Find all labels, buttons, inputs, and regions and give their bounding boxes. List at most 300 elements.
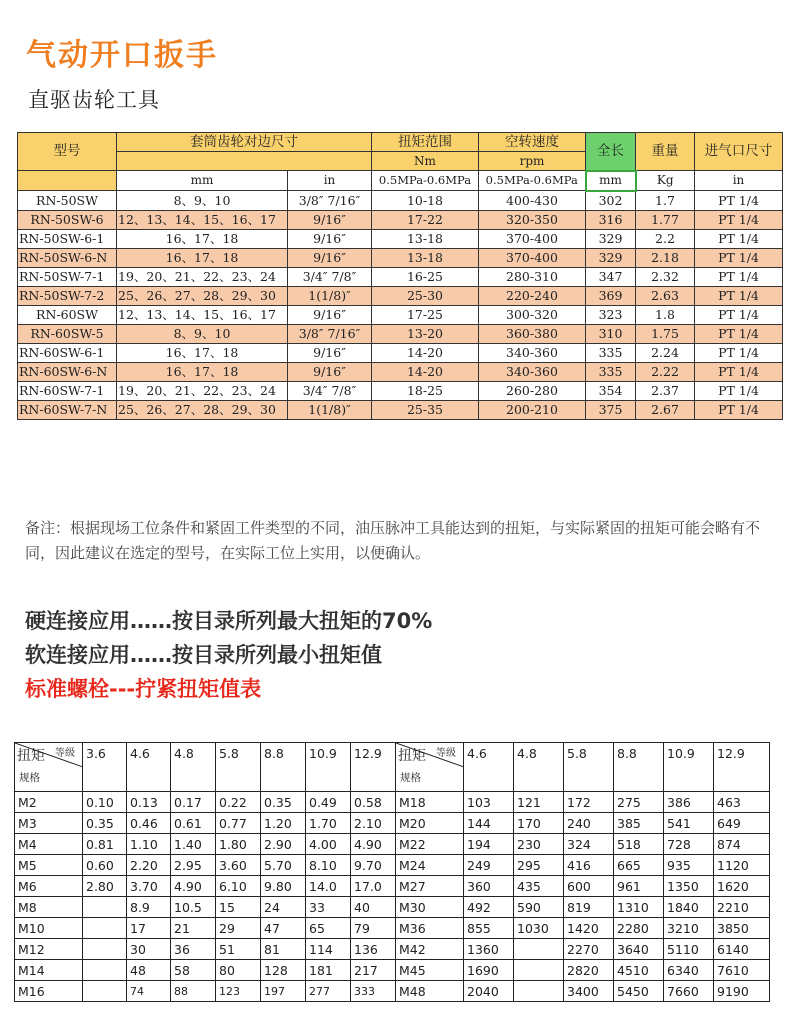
torque-value: 9190 — [714, 981, 770, 1002]
torque-value: 230 — [514, 834, 564, 855]
cell-mm: 19、20、21、22、23、24 — [117, 381, 288, 400]
spec-header-row — [18, 133, 783, 152]
spec-unit-row — [18, 171, 783, 191]
corner-torque: 扭矩 — [398, 748, 426, 764]
torque-value: 2820 — [564, 960, 614, 981]
cell-torque: 13-20 — [372, 324, 479, 343]
cell-mm: 16、17、18 — [117, 248, 288, 267]
cell-torque: 18-25 — [372, 381, 479, 400]
cell-inch: 3/8″ 7/16″ — [288, 191, 372, 211]
torque-value: 36 — [171, 939, 216, 960]
torque-value: 0.13 — [127, 792, 171, 813]
torque-value: 3.70 — [127, 876, 171, 897]
cell-mm: 8、9、10 — [117, 324, 288, 343]
cell-weight: 1.7 — [636, 191, 695, 211]
torque-value: 65 — [306, 918, 351, 939]
cell-mm: 8、9、10 — [117, 191, 288, 211]
torque-value: 0.22 — [216, 792, 261, 813]
grade-header: 8.8 — [614, 743, 664, 792]
cell-speed: 370-400 — [479, 248, 586, 267]
table-row — [18, 324, 783, 343]
table-row — [15, 960, 770, 981]
cell-length: 329 — [586, 248, 636, 267]
torque-value: 2.80 — [83, 876, 127, 897]
table-row — [18, 286, 783, 305]
grade-header: 4.8 — [514, 743, 564, 792]
bolt-size: M16 — [15, 981, 83, 1002]
cell-mm: 16、17、18 — [117, 343, 288, 362]
header-blank — [117, 152, 372, 171]
grade-header: 4.6 — [464, 743, 514, 792]
cell-length: 310 — [586, 324, 636, 343]
torque-value: 40 — [351, 897, 396, 918]
unit-mm: mm — [117, 171, 288, 191]
torque-value: 416 — [564, 855, 614, 876]
bolt-size: M2 — [15, 792, 83, 813]
torque-value: 0.49 — [306, 792, 351, 813]
torque-value: 385 — [614, 813, 664, 834]
bolt-torque-table — [14, 742, 770, 1002]
cell-length: 316 — [586, 210, 636, 229]
cell-inch: 1(1/8)″ — [288, 286, 372, 305]
corner-cell-left — [15, 743, 83, 792]
torque-value: 8.9 — [127, 897, 171, 918]
cell-inch: 9/16″ — [288, 343, 372, 362]
torque-value: 333 — [351, 981, 396, 1002]
bolt-size: M45 — [396, 960, 464, 981]
torque-value: 2040 — [464, 981, 514, 1002]
torque-value: 103 — [464, 792, 514, 813]
torque-value: 9.70 — [351, 855, 396, 876]
bolt-size: M8 — [15, 897, 83, 918]
bolt-size: M3 — [15, 813, 83, 834]
torque-value: 7660 — [664, 981, 714, 1002]
cell-mm: 19、20、21、22、23、24 — [117, 267, 288, 286]
cell-speed: 220-240 — [479, 286, 586, 305]
cell-length: 302 — [586, 191, 636, 211]
header-weight: 重量 — [636, 133, 695, 171]
grade-header: 12.9 — [351, 743, 396, 792]
torque-value: 58 — [171, 960, 216, 981]
cell-inch: 9/16″ — [288, 229, 372, 248]
cell-torque: 17-25 — [372, 305, 479, 324]
table-row — [15, 918, 770, 939]
torque-value — [83, 981, 127, 1002]
bolt-size: M42 — [396, 939, 464, 960]
torque-value: 17 — [127, 918, 171, 939]
cell-model: RN-60SW-6-1 — [18, 343, 117, 362]
cell-length: 354 — [586, 381, 636, 400]
cell-speed: 320-350 — [479, 210, 586, 229]
torque-value: 295 — [514, 855, 564, 876]
torque-value: 590 — [514, 897, 564, 918]
cell-inch: 9/16″ — [288, 362, 372, 381]
table-row — [15, 855, 770, 876]
cell-weight: 2.2 — [636, 229, 695, 248]
cell-inlet: PT 1/4 — [695, 305, 783, 324]
torque-value: 2.10 — [351, 813, 396, 834]
torque-value: 2270 — [564, 939, 614, 960]
cell-model: RN-50SW-6 — [18, 210, 117, 229]
cell-speed: 300-320 — [479, 305, 586, 324]
table-row — [15, 981, 770, 1002]
cell-inch: 9/16″ — [288, 248, 372, 267]
torque-value: 6.10 — [216, 876, 261, 897]
torque-value: 29 — [216, 918, 261, 939]
cell-length: 335 — [586, 362, 636, 381]
unit-torque: Nm — [372, 152, 479, 171]
torque-value: 0.61 — [171, 813, 216, 834]
torque-value: 48 — [127, 960, 171, 981]
torque-value: 1420 — [564, 918, 614, 939]
torque-value — [514, 939, 564, 960]
cell-torque: 16-25 — [372, 267, 479, 286]
bolt-size: M36 — [396, 918, 464, 939]
corner-cell-right — [396, 743, 464, 792]
torque-value: 197 — [261, 981, 306, 1002]
cell-inlet: PT 1/4 — [695, 324, 783, 343]
torque-value: 24 — [261, 897, 306, 918]
cell-inlet: PT 1/4 — [695, 248, 783, 267]
header-inlet: 进气口尺寸 — [695, 133, 783, 171]
torque-value: 0.17 — [171, 792, 216, 813]
torque-value: 1360 — [464, 939, 514, 960]
table-row — [15, 813, 770, 834]
table-row — [18, 210, 783, 229]
cell-weight: 1.75 — [636, 324, 695, 343]
grade-header: 5.8 — [216, 743, 261, 792]
cell-speed: 400-430 — [479, 191, 586, 211]
cell-torque: 25-35 — [372, 400, 479, 419]
cell-inch: 9/16″ — [288, 305, 372, 324]
torque-value: 4.90 — [171, 876, 216, 897]
cell-torque: 25-30 — [372, 286, 479, 305]
table-row — [18, 400, 783, 419]
torque-value — [83, 897, 127, 918]
torque-value: 5110 — [664, 939, 714, 960]
torque-value: 144 — [464, 813, 514, 834]
torque-value: 4.90 — [351, 834, 396, 855]
torque-value: 121 — [514, 792, 564, 813]
hard-joint-rule: 硬连接应用……按目录所列最大扭矩的70% — [25, 609, 433, 633]
page-subtitle: 直驱齿轮工具 — [28, 88, 160, 112]
grade-header: 10.9 — [306, 743, 351, 792]
torque-value — [514, 981, 564, 1002]
cell-inlet: PT 1/4 — [695, 191, 783, 211]
cell-length: 369 — [586, 286, 636, 305]
torque-value: 2.90 — [261, 834, 306, 855]
cell-inch: 3/4″ 7/8″ — [288, 267, 372, 286]
cell-weight: 2.22 — [636, 362, 695, 381]
bolt-size: M27 — [396, 876, 464, 897]
cell-mm: 25、26、27、28、29、30 — [117, 400, 288, 419]
torque-value: 21 — [171, 918, 216, 939]
torque-value: 874 — [714, 834, 770, 855]
cell-weight: 2.18 — [636, 248, 695, 267]
torque-value: 15 — [216, 897, 261, 918]
torque-value: 17.0 — [351, 876, 396, 897]
unit-in: in — [288, 171, 372, 191]
cell-inch: 9/16″ — [288, 210, 372, 229]
cell-inlet: PT 1/4 — [695, 381, 783, 400]
torque-value: 128 — [261, 960, 306, 981]
bolt-size: M20 — [396, 813, 464, 834]
header-model: 型号 — [18, 133, 117, 171]
torque-value: 3.60 — [216, 855, 261, 876]
torque-value: 74 — [127, 981, 171, 1002]
unit-length: mm — [586, 171, 636, 191]
unit-weight: Kg — [636, 171, 695, 191]
torque-value: 217 — [351, 960, 396, 981]
bolt-size: M18 — [396, 792, 464, 813]
grade-header: 10.9 — [664, 743, 714, 792]
cell-speed: 340-360 — [479, 343, 586, 362]
table-row — [18, 343, 783, 362]
torque-value: 80 — [216, 960, 261, 981]
torque-value: 9.80 — [261, 876, 306, 897]
cell-length: 329 — [586, 229, 636, 248]
torque-value: 5.70 — [261, 855, 306, 876]
torque-value: 0.35 — [261, 792, 306, 813]
corner-torque: 扭矩 — [17, 748, 45, 764]
torque-value: 1.10 — [127, 834, 171, 855]
cell-mm: 12、13、14、15、16、17 — [117, 210, 288, 229]
cell-weight: 1.77 — [636, 210, 695, 229]
note-text: 备注：根据现场工位条件和紧固工件类型的不同，油压脉冲工具能达到的扭矩，与实际紧固的扭矩可能会略有不同，因此建议在选定的型号，在实际工位上实用，以便确认。 — [25, 519, 761, 562]
torque-value: 1.80 — [216, 834, 261, 855]
table-row — [18, 305, 783, 324]
grade-header: 4.8 — [171, 743, 216, 792]
torque-value: 81 — [261, 939, 306, 960]
cell-inlet: PT 1/4 — [695, 267, 783, 286]
torque-value: 194 — [464, 834, 514, 855]
table-row — [15, 939, 770, 960]
corner-spec: 规格 — [19, 772, 40, 784]
bolt-size: M5 — [15, 855, 83, 876]
torque-value: 855 — [464, 918, 514, 939]
torque-value: 1840 — [664, 897, 714, 918]
torque-value: 14.0 — [306, 876, 351, 897]
torque-value: 123 — [216, 981, 261, 1002]
cell-model: RN-60SW — [18, 305, 117, 324]
torque-value: 275 — [614, 792, 664, 813]
torque-value: 51 — [216, 939, 261, 960]
cell-mm: 25、26、27、28、29、30 — [117, 286, 288, 305]
torque-value: 79 — [351, 918, 396, 939]
torque-value: 435 — [514, 876, 564, 897]
torque-value: 170 — [514, 813, 564, 834]
torque-value: 600 — [564, 876, 614, 897]
cell-torque: 13-18 — [372, 248, 479, 267]
torque-value: 1350 — [664, 876, 714, 897]
grade-header: 4.6 — [127, 743, 171, 792]
grade-header: 5.8 — [564, 743, 614, 792]
torque-value: 1120 — [714, 855, 770, 876]
torque-value: 2210 — [714, 897, 770, 918]
torque-value: 463 — [714, 792, 770, 813]
torque-value: 492 — [464, 897, 514, 918]
bolt-size: M12 — [15, 939, 83, 960]
torque-value: 386 — [664, 792, 714, 813]
cell-weight: 2.67 — [636, 400, 695, 419]
corner-grade: 等级 — [436, 748, 456, 759]
cell-inlet: PT 1/4 — [695, 343, 783, 362]
bolt-size: M10 — [15, 918, 83, 939]
torque-value: 6140 — [714, 939, 770, 960]
page-title: 气动开口扳手 — [26, 38, 218, 73]
torque-value: 277 — [306, 981, 351, 1002]
cell-inch: 3/4″ 7/8″ — [288, 381, 372, 400]
table-row — [15, 897, 770, 918]
torque-value: 33 — [306, 897, 351, 918]
table-row — [18, 191, 783, 211]
torque-value: 10.5 — [171, 897, 216, 918]
unit-inlet: in — [695, 171, 783, 191]
cell-torque: 14-20 — [372, 362, 479, 381]
torque-value: 7610 — [714, 960, 770, 981]
pressure-speed: 0.5MPa-0.6MPa — [479, 171, 586, 191]
cell-mm: 16、17、18 — [117, 229, 288, 248]
cell-speed: 260-280 — [479, 381, 586, 400]
torque-value: 2.20 — [127, 855, 171, 876]
torque-value: 0.35 — [83, 813, 127, 834]
cell-length: 323 — [586, 305, 636, 324]
cell-mm: 12、13、14、15、16、17 — [117, 305, 288, 324]
grade-header: 3.6 — [83, 743, 127, 792]
torque-value: 181 — [306, 960, 351, 981]
torque-value — [83, 960, 127, 981]
torque-value: 0.81 — [83, 834, 127, 855]
cell-weight: 1.8 — [636, 305, 695, 324]
torque-value: 3640 — [614, 939, 664, 960]
grade-header: 12.9 — [714, 743, 770, 792]
corner-spec: 规格 — [400, 772, 421, 784]
torque-value: 2280 — [614, 918, 664, 939]
torque-value: 0.77 — [216, 813, 261, 834]
grade-header: 8.8 — [261, 743, 306, 792]
torque-value — [83, 918, 127, 939]
torque-value: 360 — [464, 876, 514, 897]
header-length: 全长 — [586, 133, 636, 171]
cell-weight: 2.24 — [636, 343, 695, 362]
cell-model: RN-60SW-6-N — [18, 362, 117, 381]
pressure-torque: 0.5MPa-0.6MPa — [372, 171, 479, 191]
cell-model: RN-60SW-5 — [18, 324, 117, 343]
cell-inlet: PT 1/4 — [695, 362, 783, 381]
cell-inlet: PT 1/4 — [695, 210, 783, 229]
bolt-size: M4 — [15, 834, 83, 855]
bolt-size: M30 — [396, 897, 464, 918]
header-torque: 扭矩范围 — [372, 133, 479, 152]
unit-speed: rpm — [479, 152, 586, 171]
torque-value: 518 — [614, 834, 664, 855]
cell-model: RN-50SW-7-2 — [18, 286, 117, 305]
cell-length: 347 — [586, 267, 636, 286]
header-speed: 空转速度 — [479, 133, 586, 152]
cell-inlet: PT 1/4 — [695, 229, 783, 248]
spec-table — [17, 132, 783, 420]
torque-value: 3210 — [664, 918, 714, 939]
torque-value: 0.60 — [83, 855, 127, 876]
cell-model: RN-50SW-7-1 — [18, 267, 117, 286]
cell-model: RN-50SW-6-1 — [18, 229, 117, 248]
cell-model: RN-50SW — [18, 191, 117, 211]
torque-value: 240 — [564, 813, 614, 834]
cell-speed: 280-310 — [479, 267, 586, 286]
cell-torque: 13-18 — [372, 229, 479, 248]
cell-weight: 2.37 — [636, 381, 695, 400]
bolt-table-title: 标准螺栓---拧紧扭矩值表 — [25, 677, 262, 701]
cell-model: RN-60SW-7-1 — [18, 381, 117, 400]
torque-value: 88 — [171, 981, 216, 1002]
torque-value: 249 — [464, 855, 514, 876]
torque-value: 1620 — [714, 876, 770, 897]
torque-value: 1.70 — [306, 813, 351, 834]
torque-value — [83, 939, 127, 960]
table-row — [15, 792, 770, 813]
cell-speed: 370-400 — [479, 229, 586, 248]
corner-grade: 等级 — [55, 748, 75, 759]
torque-value: 5450 — [614, 981, 664, 1002]
cell-speed: 340-360 — [479, 362, 586, 381]
torque-value: 665 — [614, 855, 664, 876]
cell-model: RN-50SW-6-N — [18, 248, 117, 267]
torque-value: 4510 — [614, 960, 664, 981]
bolt-size: M48 — [396, 981, 464, 1002]
torque-value: 324 — [564, 834, 614, 855]
torque-value: 0.10 — [83, 792, 127, 813]
table-row — [18, 229, 783, 248]
torque-value: 114 — [306, 939, 351, 960]
header-socket-size: 套筒齿轮对边尺寸 — [117, 133, 372, 152]
unit-model-blank — [18, 171, 117, 191]
torque-value: 541 — [664, 813, 714, 834]
cell-inch: 1(1/8)″ — [288, 400, 372, 419]
torque-value: 0.58 — [351, 792, 396, 813]
torque-value: 1030 — [514, 918, 564, 939]
torque-value: 3850 — [714, 918, 770, 939]
bolt-size: M22 — [396, 834, 464, 855]
torque-value: 6340 — [664, 960, 714, 981]
cell-length: 375 — [586, 400, 636, 419]
torque-value: 1.40 — [171, 834, 216, 855]
cell-mm: 16、17、18 — [117, 362, 288, 381]
cell-speed: 360-380 — [479, 324, 586, 343]
torque-value: 819 — [564, 897, 614, 918]
table-row — [18, 362, 783, 381]
table-row — [18, 381, 783, 400]
table-row — [18, 267, 783, 286]
cell-model: RN-60SW-7-N — [18, 400, 117, 419]
cell-weight: 2.63 — [636, 286, 695, 305]
bolt-header-row — [15, 743, 770, 792]
torque-value: 172 — [564, 792, 614, 813]
torque-value: 0.46 — [127, 813, 171, 834]
torque-value: 4.00 — [306, 834, 351, 855]
cell-inch: 3/8″ 7/16″ — [288, 324, 372, 343]
cell-torque: 10-18 — [372, 191, 479, 211]
bolt-size: M24 — [396, 855, 464, 876]
torque-value: 1690 — [464, 960, 514, 981]
torque-value: 3400 — [564, 981, 614, 1002]
cell-torque: 14-20 — [372, 343, 479, 362]
torque-value: 728 — [664, 834, 714, 855]
cell-speed: 200-210 — [479, 400, 586, 419]
cell-weight: 2.32 — [636, 267, 695, 286]
cell-length: 335 — [586, 343, 636, 362]
bolt-size: M6 — [15, 876, 83, 897]
torque-value — [514, 960, 564, 981]
